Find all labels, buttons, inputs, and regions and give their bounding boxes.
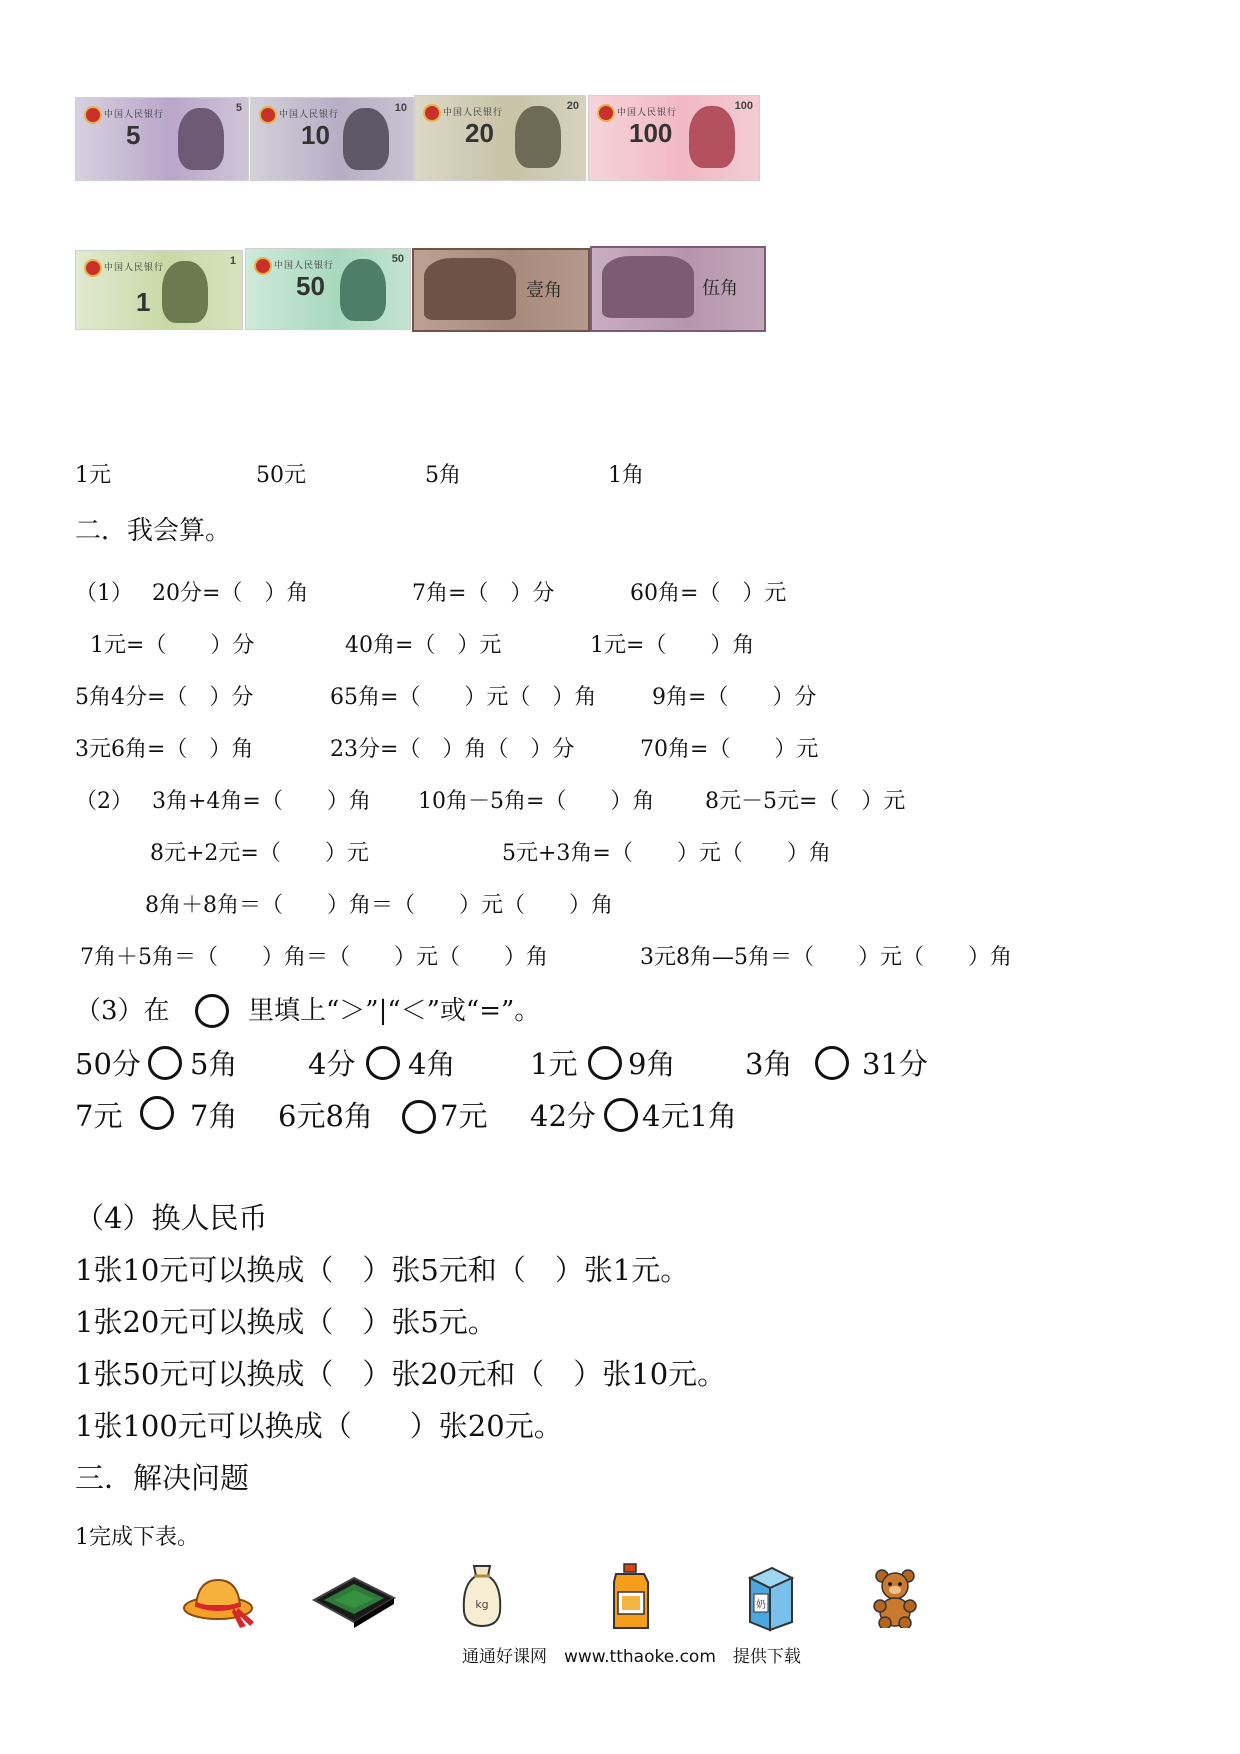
answer-circle[interactable] <box>402 1100 436 1134</box>
emblem-icon <box>597 104 615 122</box>
answer-circle[interactable] <box>588 1046 622 1080</box>
answer-circle[interactable] <box>366 1046 400 1080</box>
portrait-icon <box>343 108 389 170</box>
exercise-item: 3角+4角=（ ）角 <box>152 789 371 814</box>
exercise-item: 3元8角—5角＝（ ）元（ ）角 <box>640 945 1012 970</box>
answer-circle[interactable] <box>148 1046 182 1080</box>
banknote-20-yuan <box>414 95 586 181</box>
portrait-icon <box>178 108 224 170</box>
compare-left: 42分 <box>530 1099 596 1133</box>
exchange-line: 1张20元可以换成（ ）张5元。 <box>75 1305 497 1339</box>
emblem-icon <box>84 259 102 277</box>
money-label: 1角 <box>608 463 644 488</box>
exercise-item: 40角=（ ）元 <box>345 633 502 658</box>
banknote-10-yuan <box>250 97 414 181</box>
note-corner-value: 5 <box>235 102 242 114</box>
portrait-icon <box>340 259 386 321</box>
exercise-item: 9角=（ ）分 <box>652 685 817 710</box>
note-corner-value: 20 <box>566 100 579 112</box>
banknote-1-yuan <box>75 250 243 330</box>
banknote-50-yuan <box>245 248 411 330</box>
note-corner-value: 1 <box>229 255 236 267</box>
exercise-item: 65角=（ ）元（ ）角 <box>330 685 597 710</box>
portrait-icon <box>162 261 208 323</box>
exercise-item: 3元6角=（ ）角 <box>75 737 254 762</box>
question-title: （4）换人民币 <box>75 1201 268 1235</box>
compare-right: 4元1角 <box>642 1099 737 1133</box>
answer-circle[interactable] <box>815 1046 849 1080</box>
exercise-item: 1元=（ ）角 <box>590 633 755 658</box>
portrait-icon <box>515 106 561 168</box>
milk-carton-icon <box>744 1564 796 1634</box>
exercise-item: 8元+2元=（ ）元 <box>150 841 369 866</box>
milk-label: 奶 <box>756 1600 766 1611</box>
compare-right: 4角 <box>408 1047 456 1081</box>
money-label: 50元 <box>256 463 306 488</box>
exercise-item: 8元－5元=（ ）元 <box>705 789 906 814</box>
emblem-icon <box>84 106 102 124</box>
compare-left: 1元 <box>530 1047 578 1081</box>
compare-left: 6元8角 <box>278 1099 373 1133</box>
question-instruction: （3）在 <box>75 996 170 1026</box>
compare-left: 4分 <box>308 1047 356 1081</box>
exchange-line: 1张100元可以换成（ ）张20元。 <box>75 1409 563 1443</box>
compare-left: 50分 <box>75 1047 141 1081</box>
exchange-line: 1张50元可以换成（ ）张20元和（ ）张10元。 <box>75 1357 727 1391</box>
banknote-100-yuan <box>588 95 760 181</box>
emblem-icon <box>254 257 272 275</box>
exercise-item: 20分=（ ）角 <box>152 581 309 606</box>
exercise-item: 5元+3角=（ ）元（ ）角 <box>502 841 831 866</box>
flour-bag-icon <box>458 1562 506 1630</box>
bank-name: 中国人民银行 <box>443 108 504 118</box>
note-value: 伍角 <box>702 278 738 299</box>
exercise-item: 10角－5角=（ ）角 <box>418 789 655 814</box>
hat-icon <box>182 1572 258 1632</box>
note-value: 5 <box>126 120 141 150</box>
teddy-bear-icon <box>870 1568 920 1628</box>
note-value: 1 <box>136 287 151 317</box>
section-title: 二．我会算。 <box>75 516 232 546</box>
compare-left: 7元 <box>75 1099 123 1133</box>
exercise-item: 5角4分=（ ）分 <box>75 685 254 710</box>
oil-bottle-icon <box>606 1562 656 1632</box>
footer-source: 通通好课网 www.tthaoke.com 提供下载 <box>462 1647 801 1667</box>
exercise-item: 70角=（ ）元 <box>640 737 819 762</box>
task-label: 1完成下表。 <box>75 1525 199 1550</box>
section-title: 三．解决问题 <box>75 1461 250 1495</box>
blackboard-icon <box>310 1574 396 1628</box>
emblem-icon <box>423 104 441 122</box>
compare-right: 31分 <box>862 1047 928 1081</box>
compare-right: 7角 <box>190 1099 238 1133</box>
note-corner-value: 10 <box>394 102 407 114</box>
bank-name: 中国人民银行 <box>279 110 340 120</box>
note-corner-value: 100 <box>734 100 753 112</box>
note-value: 100 <box>629 118 673 148</box>
compare-right: 7元 <box>440 1099 488 1133</box>
exercise-item: 8角＋8角＝（ ）角＝（ ）元（ ）角 <box>145 893 613 918</box>
portrait-icon <box>602 256 694 318</box>
note-corner-value: 50 <box>391 253 404 265</box>
money-label: 5角 <box>425 463 461 488</box>
exercise-item: 1元=（ ）分 <box>90 633 255 658</box>
bank-name: 中国人民银行 <box>617 108 678 118</box>
exchange-line: 1张10元可以换成（ ）张5元和（ ）张1元。 <box>75 1253 690 1287</box>
exercise-item: 60角=（ ）元 <box>630 581 787 606</box>
compare-left: 3角 <box>745 1047 793 1081</box>
exercise-item: 7角＋5角＝（ ）角＝（ ）元（ ）角 <box>80 945 548 970</box>
portrait-icon <box>424 258 516 320</box>
money-label: 1元 <box>75 463 111 488</box>
portrait-icon <box>689 106 735 168</box>
note-value: 50 <box>296 271 325 301</box>
note-value: 20 <box>465 118 494 148</box>
note-value: 10 <box>301 120 330 150</box>
exercise-item: 23分=（ ）角（ ）分 <box>330 737 575 762</box>
answer-circle[interactable] <box>140 1096 174 1130</box>
compare-right: 9角 <box>628 1047 676 1081</box>
svg-text:kg: kg <box>475 1598 489 1611</box>
question-label: （2） <box>75 789 133 814</box>
answer-circle[interactable] <box>604 1098 638 1132</box>
banknote-1-jiao <box>412 248 590 332</box>
compare-right: 5角 <box>190 1047 238 1081</box>
answer-circle[interactable] <box>195 994 229 1028</box>
question-label: （1） <box>75 581 133 606</box>
question-instruction: 里填上“＞”|“＜”或“=”。 <box>248 996 541 1026</box>
bank-name: 中国人民银行 <box>104 263 165 273</box>
bank-name: 中国人民银行 <box>274 261 335 271</box>
note-value: 壹角 <box>526 280 562 301</box>
bank-name: 中国人民银行 <box>104 110 165 120</box>
banknote-5-yuan <box>75 97 249 181</box>
exercise-item: 7角=（ ）分 <box>412 581 555 606</box>
banknote-5-jiao <box>590 246 766 332</box>
emblem-icon <box>259 106 277 124</box>
